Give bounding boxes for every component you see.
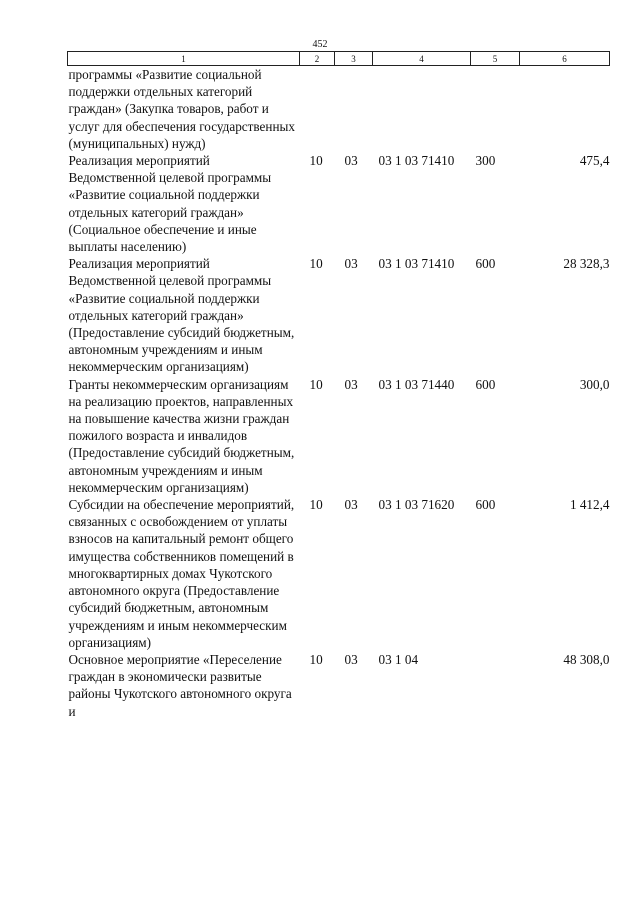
row-description: Основное мероприятие «Переселение граждан в экономически развитые районы Чукотского автономного округа и (68, 651, 292, 719)
row-target-code: 03 1 03 71410 (378, 256, 455, 272)
row-target-code: 03 1 03 71620 (378, 497, 455, 513)
row-description: Гранты некоммерческим организациям на реализацию проектов, направленных на повышение качества жизни граждан пожилого возраста и инвалидов (Предоставление субсидий бюджетным, автономным учреждениям и иным некоммерческим организациям) (68, 376, 295, 495)
row-amount: 300,0 (579, 376, 610, 392)
row-subsection: 03 (344, 256, 358, 272)
row-amount: 28 328,3 (563, 256, 610, 272)
row-expense-type: 600 (475, 376, 496, 392)
row-description: Реализация мероприятий Ведомственной целевой программы «Развитие социальной поддержки отдельных категорий граждан» (Социальное обеспечение и иные выплаты населению) (68, 153, 272, 255)
row-section: 10 (309, 651, 323, 667)
table-body (68, 66, 610, 720)
row-amount: 475,4 (579, 153, 610, 169)
table-row (68, 152, 610, 255)
row-section (300, 66, 335, 153)
row-section: 10 (309, 376, 323, 392)
row-subsection: 03 (344, 651, 358, 667)
row-section: 10 (309, 497, 323, 513)
row-amount: 48 308,0 (563, 651, 610, 667)
table-row (68, 66, 610, 153)
header-row (68, 52, 610, 66)
row-target-code: 03 1 04 (378, 651, 419, 667)
row-subsection: 03 (344, 497, 358, 513)
row-expense-type: 600 (475, 256, 496, 272)
table-row (68, 376, 610, 496)
budget-table (67, 51, 610, 720)
row-expense-type (471, 651, 520, 720)
row-subsection (335, 66, 373, 153)
row-expense-type (471, 66, 520, 153)
table-row (68, 496, 610, 651)
row-amount: 1 412,4 (569, 497, 610, 513)
row-description: программы «Развитие социальной поддержки отдельных категорий граждан» (Закупка товаров, работ и услуг для обеспечения государственных (муниципальных) нужд) (68, 67, 295, 151)
row-description: Субсидии на обеспечение мероприятий, связанных с освобождением от уплаты взносов на капитальный ремонт общего имущества собственников помещений в многоквартирных домах Чукотского автономного округа (Предоставление субсидий бюджетным, автономным учреждениям и иным некоммерческим организациям) (68, 497, 295, 650)
row-target-code (373, 66, 471, 153)
row-subsection: 03 (344, 376, 358, 392)
header-col-4: 4 (373, 52, 471, 66)
header-col-2: 2 (300, 52, 335, 66)
table-row (68, 651, 610, 720)
row-target-code: 03 1 03 71410 (378, 153, 455, 169)
header-col-6: 6 (520, 52, 610, 66)
row-target-code: 03 1 03 71440 (378, 376, 455, 392)
row-expense-type: 300 (475, 153, 496, 169)
row-subsection: 03 (344, 153, 358, 169)
row-amount (520, 66, 610, 153)
row-section: 10 (309, 153, 323, 169)
row-description: Реализация мероприятий Ведомственной целевой программы «Развитие социальной поддержки отдельных категорий граждан» (Предоставление субсидий бюджетным, автономным учреждениям и иным некоммерческим организациям) (68, 256, 295, 375)
header-col-1: 1 (68, 52, 300, 66)
header-col-3: 3 (335, 52, 373, 66)
page-number: 452 (312, 39, 328, 50)
row-section: 10 (309, 256, 323, 272)
table-row (68, 255, 610, 375)
header-col-5: 5 (471, 52, 520, 66)
row-expense-type: 600 (475, 497, 496, 513)
table-header (68, 52, 610, 66)
